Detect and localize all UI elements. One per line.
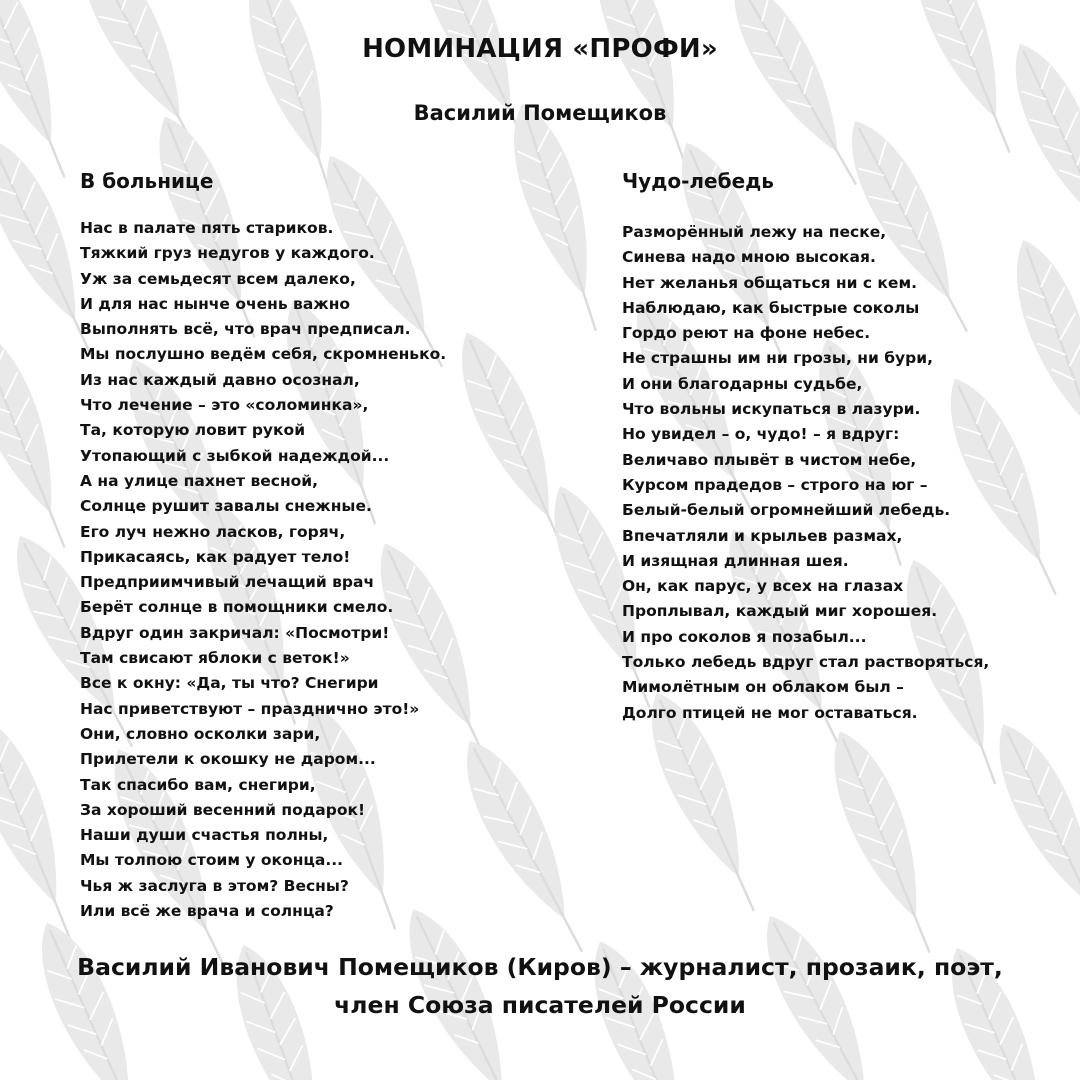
poem-line: И изящная длинная шея. bbox=[622, 551, 849, 570]
poem-line: Там свисают яблоки с веток!» bbox=[80, 649, 350, 668]
poem-line: Предприимчивый лечащий врач bbox=[80, 573, 375, 592]
poem-line: Все к окну: «Да, ты что? Снегири bbox=[80, 674, 379, 693]
poem-line: Проплывал, каждый миг хорошея. bbox=[622, 602, 938, 621]
poem-line: Мы послушно ведём себя, скромненько. bbox=[80, 345, 447, 364]
poem-line: И для нас нынче очень важно bbox=[80, 294, 351, 313]
poem-line: Прикасаясь, как радует тело! bbox=[80, 547, 351, 566]
poem-line: За хороший весенний подарок! bbox=[80, 800, 366, 819]
poem-line: Они, словно осколки зари, bbox=[80, 724, 321, 743]
poem-line: Прилетели к окошку не даром... bbox=[80, 750, 376, 769]
poem-title-hospital: В больнице bbox=[80, 169, 214, 193]
poem-line: Нас в палате пять стариков. bbox=[80, 219, 334, 237]
poem-line: Уж за семьдесят всем далеко, bbox=[80, 269, 356, 288]
poem-line: Курсом прадедов – строго на юг – bbox=[622, 475, 928, 494]
poem-line: Тяжкий груз недугов у каждого. bbox=[80, 244, 375, 263]
poem-line: Мы толпою стоим у оконца... bbox=[80, 851, 344, 870]
poem-line: Утопающий с зыбкой надеждой... bbox=[80, 446, 390, 465]
author-bio-line-1: Василий Иванович Помещиков (Киров) – журналист, прозаик, поэт, bbox=[77, 953, 1003, 981]
poem-line: А на улице пахнет весной, bbox=[80, 471, 319, 490]
nomination-title: НОМИНАЦИЯ «ПРОФИ» bbox=[362, 34, 718, 64]
poem-line: И про соколов я позабыл... bbox=[622, 627, 867, 646]
poem-line: Не страшны им ни грозы, ни бури, bbox=[622, 349, 933, 368]
poem-line: Он, как парус, у всех на глазах bbox=[622, 577, 904, 596]
poem-line: Синева надо мною высокая. bbox=[622, 248, 876, 267]
poem-swan-lines bbox=[622, 220, 989, 726]
poem-line: Нас приветствуют – празднично это!» bbox=[80, 699, 420, 718]
poem-line: Только лебедь вдруг стал растворяться, bbox=[622, 653, 990, 672]
poem-line: Наши души счастья полны, bbox=[80, 826, 329, 845]
poem-title-swan: Чудо-лебедь bbox=[622, 169, 774, 193]
poem-line: Его луч нежно ласков, горяч, bbox=[80, 522, 346, 541]
poem-line: Вдруг один закричал: «Посмотри! bbox=[80, 623, 390, 642]
poem-line: Та, которую ловит рукой bbox=[80, 421, 306, 440]
poem-line: Что вольны искупаться в лазури. bbox=[622, 400, 921, 419]
poem-line: Гордо реют на фоне небес. bbox=[622, 324, 871, 343]
author-bio bbox=[0, 948, 1080, 1024]
poem-line: Нет желанья общаться ни с кем. bbox=[622, 273, 917, 292]
poem-line: Впечатляли и крыльев размах, bbox=[622, 526, 903, 545]
poem-line: Солнце рушит завалы снежные. bbox=[80, 497, 372, 516]
poem-line: Мимолётным он облаком был – bbox=[622, 678, 904, 697]
poem-line: Величаво плывёт в чистом небе, bbox=[622, 450, 917, 469]
poem-line: Но увидел – о, чудо! – я вдруг: bbox=[622, 425, 900, 444]
poem-line: Чья ж заслуга в этом? Весны? bbox=[80, 876, 349, 895]
poem-line: Из нас каждый давно осознал, bbox=[80, 370, 360, 389]
author-bio-line-2: член Союза писателей России bbox=[334, 991, 746, 1019]
poem-line: Белый-белый огромнейший лебедь. bbox=[622, 501, 951, 520]
poem-line: Или всё же врача и солнца? bbox=[80, 902, 334, 921]
poem-line: Так спасибо вам, снегири, bbox=[80, 775, 316, 794]
poem-line: И они благодарны судьбе, bbox=[622, 374, 863, 393]
poem-line: Что лечение – это «соломинка», bbox=[80, 396, 369, 415]
poem-line: Наблюдаю, как быстрые соколы bbox=[622, 298, 920, 317]
poem-line: Выполнять всё, что врач предписал. bbox=[80, 320, 411, 339]
poem-line: Берёт солнце в помощники смело. bbox=[80, 598, 394, 617]
author-name: Василий Помещиков bbox=[413, 101, 667, 125]
poem-hospital-lines bbox=[80, 216, 446, 924]
poem-line: Долго птицей не мог оставаться. bbox=[622, 703, 918, 722]
poem-line: Разморённый лежу на песке, bbox=[622, 223, 887, 241]
